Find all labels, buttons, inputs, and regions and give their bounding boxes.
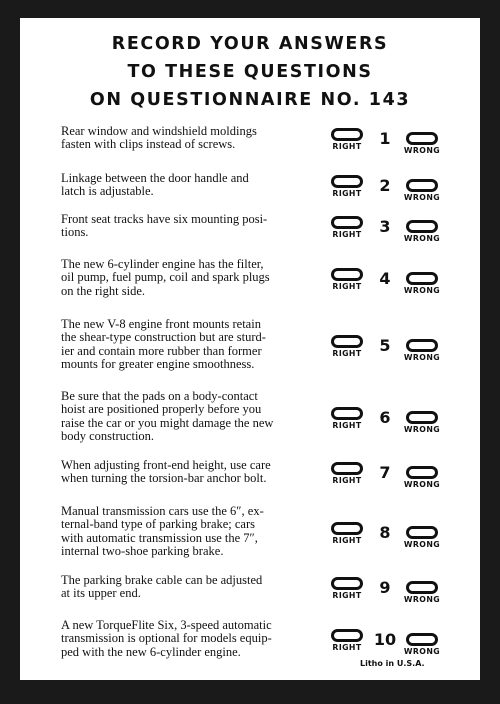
right-label: RIGHT [332, 591, 362, 601]
title-line-1: RECORD YOUR ANSWERS [111, 34, 389, 54]
right-label: RIGHT [332, 142, 362, 152]
question-number: 4 [379, 268, 391, 288]
right-label: RIGHT [332, 189, 362, 199]
right-label: RIGHT [332, 281, 362, 291]
question-text: The new V-8 engine front mounts retain the shear-type construction but are sturd- ier and contain more rubber than former mounts for greater engine smoothness. [61, 317, 266, 371]
right-answer-oval[interactable] [331, 128, 363, 141]
wrong-label: WRONG [403, 480, 441, 490]
right-label: RIGHT [332, 642, 362, 652]
wrong-label: WRONG [403, 352, 441, 362]
wrong-answer-oval[interactable] [406, 339, 438, 352]
right-answer-oval[interactable] [331, 629, 363, 642]
wrong-label: WRONG [403, 234, 441, 244]
question-number: 7 [379, 463, 391, 483]
title-line-3: ON QUESTIONNAIRE NO. 143 [89, 90, 411, 110]
right-answer-oval[interactable] [331, 577, 363, 590]
right-label: RIGHT [332, 348, 362, 358]
right-answer-oval[interactable] [331, 407, 363, 420]
wrong-label: WRONG [403, 646, 441, 656]
wrong-label: WRONG [403, 146, 441, 156]
wrong-label: WRONG [403, 193, 441, 203]
right-label: RIGHT [332, 535, 362, 545]
wrong-answer-oval[interactable] [406, 272, 438, 285]
question-text: A new TorqueFlite Six, 3-speed automatic transmission is optional for models equip- ped with the new 6-cylinder engine. [61, 618, 272, 659]
right-label: RIGHT [332, 420, 362, 430]
right-answer-oval[interactable] [331, 335, 363, 348]
right-answer-oval[interactable] [331, 462, 363, 475]
litho-note: Litho in U.S.A. [360, 659, 425, 668]
question-number: 5 [379, 335, 391, 355]
wrong-label: WRONG [403, 424, 441, 434]
wrong-answer-oval[interactable] [406, 179, 438, 192]
wrong-answer-oval[interactable] [406, 466, 438, 479]
wrong-answer-oval[interactable] [406, 132, 438, 145]
right-answer-oval[interactable] [331, 522, 363, 535]
wrong-answer-oval[interactable] [406, 633, 438, 646]
question-text: Front seat tracks have six mounting posi- tions. [61, 212, 268, 240]
wrong-label: WRONG [403, 285, 441, 295]
wrong-answer-oval[interactable] [406, 581, 438, 594]
wrong-answer-oval[interactable] [406, 526, 438, 539]
question-text: Be sure that the pads on a body-contact hoist are positioned properly before you raise the car or you might damage the new body construction. [61, 389, 274, 443]
right-label: RIGHT [332, 230, 362, 240]
question-text: Rear window and windshield moldings fasten with clips instead of screws. [61, 124, 257, 152]
question-number: 1 [379, 129, 391, 149]
wrong-label: WRONG [403, 595, 441, 605]
question-number: 2 [379, 176, 391, 196]
question-number: 10 [373, 629, 397, 649]
question-text: Linkage between the door handle and latch is adjustable. [61, 171, 249, 199]
question-text: When adjusting front-end height, use care when turning the torsion-bar anchor bolt. [61, 458, 271, 486]
wrong-label: WRONG [403, 539, 441, 549]
right-answer-oval[interactable] [331, 175, 363, 188]
question-number: 8 [379, 522, 391, 542]
title-line-2: TO THESE QUESTIONS [127, 62, 373, 82]
question-text: The new 6-cylinder engine has the filter, oil pump, fuel pump, coil and spark plugs on the right side. [61, 257, 270, 298]
right-answer-oval[interactable] [331, 268, 363, 281]
question-number: 3 [379, 217, 391, 237]
question-number: 6 [379, 407, 391, 427]
questionnaire-sheet [20, 18, 480, 680]
right-answer-oval[interactable] [331, 216, 363, 229]
question-text: Manual transmission cars use the 6″, ex- ternal-band type of parking brake; cars with automatic transmission use the 7″, internal two-shoe parking brake. [61, 504, 264, 558]
right-label: RIGHT [332, 476, 362, 486]
question-text: The parking brake cable can be adjusted at its upper end. [61, 573, 263, 601]
wrong-answer-oval[interactable] [406, 220, 438, 233]
wrong-answer-oval[interactable] [406, 411, 438, 424]
question-number: 9 [379, 578, 391, 598]
